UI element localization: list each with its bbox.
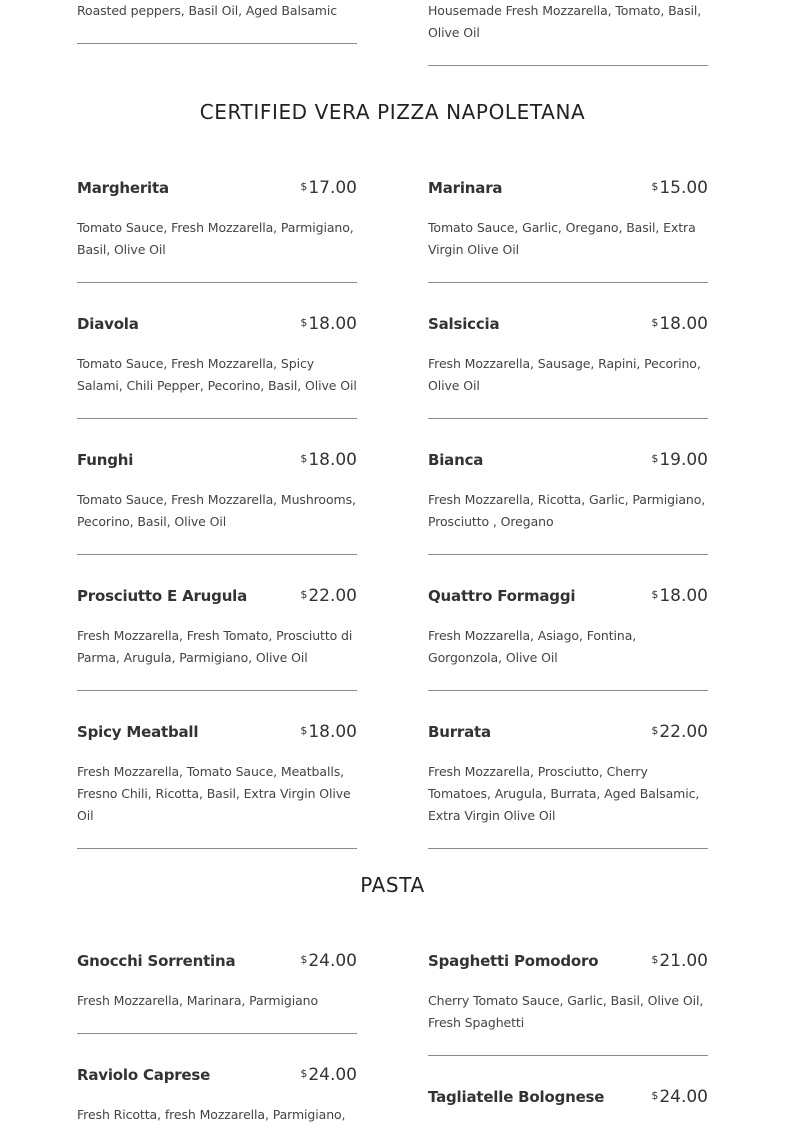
item-name: Quattro Formaggi (428, 587, 576, 605)
item-price: $24.00 (300, 1065, 357, 1085)
item-description: Fresh Mozzarella, Fresh Tomato, Prosciutto di Parma, Arugula, Parmigiano, Olive Oil (77, 628, 353, 665)
menu-item (77, 722, 357, 849)
pizza-column-left (77, 178, 357, 880)
item-description: Cherry Tomato Sauce, Garlic, Basil, Olive Oil, Fresh Spaghetti (428, 993, 704, 1030)
item-description: Fresh Mozzarella, Tomato Sauce, Meatballs, Fresno Chili, Ricotta, Basil, Extra Virgin Olive Oil (77, 764, 351, 823)
pizza-column-right (428, 178, 708, 880)
menu-item (428, 450, 708, 555)
menu-item (428, 722, 708, 849)
menu-item (77, 1065, 357, 1133)
item-price: $18.00 (300, 314, 357, 334)
item-price: $18.00 (300, 722, 357, 742)
item-description: Tomato Sauce, Fresh Mozzarella, Spicy Salami, Chili Pepper, Pecorino, Basil, Olive Oil (77, 356, 357, 393)
item-name: Diavola (77, 315, 139, 333)
item-description: Roasted peppers, Basil Oil, Aged Balsamic (77, 3, 338, 18)
item-name: Raviolo Caprese (77, 1066, 211, 1084)
item-name: Spicy Meatball (77, 723, 199, 741)
item-price: $24.00 (651, 1087, 708, 1107)
list-item (77, 0, 357, 44)
item-price: $15.00 (651, 178, 708, 198)
menu-item (428, 1087, 708, 1133)
item-description: Fresh Mozzarella, Ricotta, Garlic, Parmigiano, Prosciutto , Oregano (428, 492, 706, 529)
item-name: Prosciutto E Arugula (77, 587, 248, 605)
section-title-pasta: PASTA (360, 873, 425, 897)
item-description: Housemade Fresh Mozzarella, Tomato, Basil, Olive Oil (428, 3, 702, 40)
item-name: Salsiccia (428, 315, 500, 333)
menu-item (428, 178, 708, 283)
menu-item (77, 951, 357, 1034)
item-price: $18.00 (300, 450, 357, 470)
menu-item (428, 314, 708, 419)
pasta-column-right (428, 951, 708, 1133)
item-name: Bianca (428, 451, 484, 469)
menu-item (77, 314, 357, 419)
item-description: Fresh Ricotta, fresh Mozzarella, Parmigiano, (77, 1107, 346, 1122)
section-title-pizza: CERTIFIED VERA PIZZA NAPOLETANA (199, 100, 586, 124)
item-name: Marinara (428, 179, 503, 197)
item-description: Fresh Mozzarella, Prosciutto, Cherry Tomatoes, Arugula, Burrata, Aged Balsamic, Extra Virgin Olive Oil (428, 764, 700, 823)
item-description: Tomato Sauce, Fresh Mozzarella, Parmigiano, Basil, Olive Oil (77, 220, 354, 257)
pasta-column-left (77, 951, 357, 1133)
item-price: $22.00 (651, 722, 708, 742)
item-description: Fresh Mozzarella, Sausage, Rapini, Pecorino, Olive Oil (428, 356, 701, 393)
item-price: $19.00 (651, 450, 708, 470)
menu-item (77, 178, 357, 283)
item-price: $24.00 (300, 951, 357, 971)
item-description: Fresh Mozzarella, Asiago, Fontina, Gorgonzola, Olive Oil (428, 628, 637, 665)
item-price: $18.00 (651, 314, 708, 334)
item-name: Funghi (77, 451, 134, 469)
item-name: Burrata (428, 723, 491, 741)
item-price: $18.00 (651, 586, 708, 606)
menu-item (428, 951, 708, 1056)
item-description: Tomato Sauce, Garlic, Oregano, Basil, Extra Virgin Olive Oil (428, 220, 696, 257)
menu-item (77, 450, 357, 555)
item-price: $21.00 (651, 951, 708, 971)
item-price: $22.00 (300, 586, 357, 606)
item-name: Gnocchi Sorrentina (77, 952, 236, 970)
item-price: $17.00 (300, 178, 357, 198)
list-item (428, 0, 708, 66)
item-name: Margherita (77, 179, 169, 197)
item-name: Tagliatelle Bolognese (428, 1088, 605, 1106)
item-description: Tomato Sauce, Fresh Mozzarella, Mushrooms, Pecorino, Basil, Olive Oil (77, 492, 356, 529)
item-description: Fresh Mozzarella, Marinara, Parmigiano (77, 993, 318, 1008)
item-name: Spaghetti Pomodoro (428, 952, 599, 970)
menu-item (77, 586, 357, 691)
menu-item (428, 586, 708, 691)
